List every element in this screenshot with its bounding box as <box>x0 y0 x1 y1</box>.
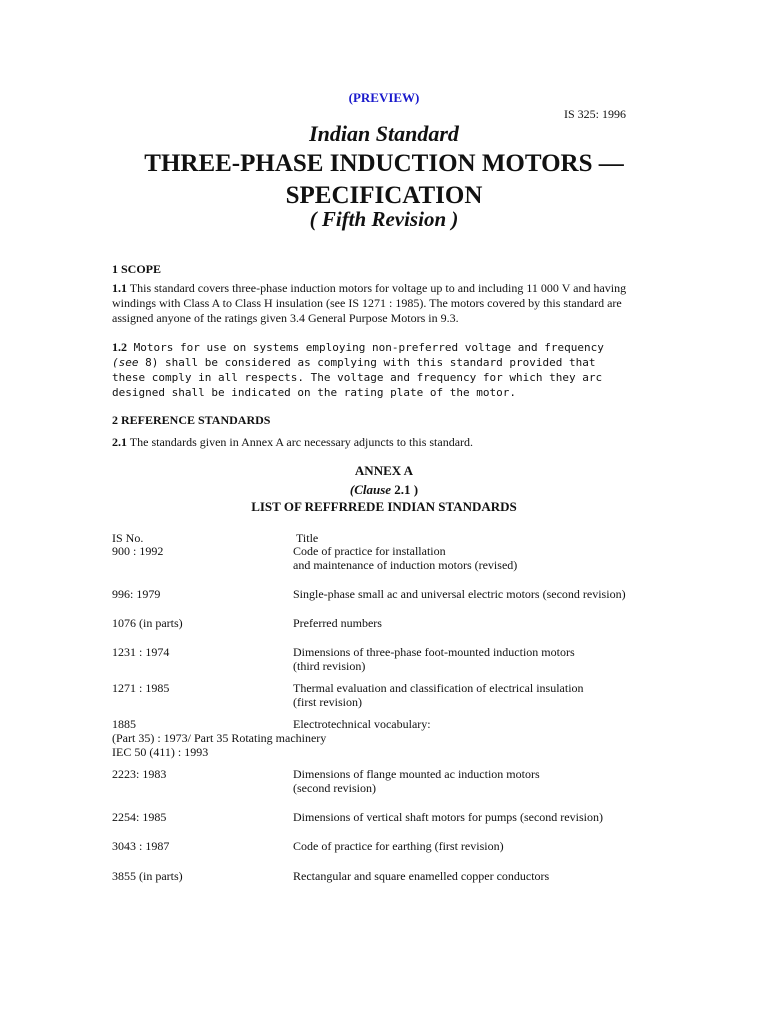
clause-close: ) <box>410 482 419 497</box>
standard-number: IS 325: 1996 <box>564 107 627 121</box>
standard-no: 1271 : 1985 <box>112 681 170 695</box>
standard-no: 2223: 1983 <box>112 767 167 781</box>
standard-title: Dimensions of flange mounted ac induction motors <box>293 767 540 781</box>
standard-no: 3855 (in parts) <box>112 869 183 883</box>
standard-title-cont: (third revision) <box>293 659 366 673</box>
paragraph-text: 8) shall be considered as complying with this standard provided that these comply in all respects. The voltage and frequency for which they arc designed shall be indicated on the rating plate of the motor. <box>112 356 603 399</box>
title-main-line2: SPECIFICATION <box>285 182 483 209</box>
clause-number: 2.1 <box>112 435 127 449</box>
standard-part: (Part 35) : 1973/ Part 35 Rotating machinery <box>112 731 327 745</box>
standard-title: Code of practice for installation <box>293 544 446 558</box>
standard-title: Dimensions of three-phase foot-mounted induction motors <box>293 645 575 659</box>
standard-no: 996: 1979 <box>112 587 161 601</box>
standard-no: 2254: 1985 <box>112 810 167 824</box>
paragraph-1-1 <box>112 281 642 326</box>
standard-no: 1885 <box>112 717 136 731</box>
title-indian-standard: Indian Standard <box>309 121 459 146</box>
standard-no: 3043 : 1987 <box>112 839 170 853</box>
paragraph-text: Motors for use on systems employing non-preferred voltage and frequency <box>127 341 604 354</box>
paragraph-text: This standard covers three-phase induction motors for voltage up to and including 11 000 V and having windings with Class A to Class H insulation (see IS 1271 : 1985). The motors covered by this standard are assigned anyone of the ratings given 3.4 General Purpose Motors in 9.3. <box>112 281 627 325</box>
annex-clause <box>0 482 768 498</box>
column-header-title: Title <box>296 531 319 545</box>
column-header-is-no: IS No. <box>112 531 144 545</box>
standard-title: Preferred numbers <box>293 616 382 630</box>
see-reference: (see <box>112 356 139 369</box>
standard-title: Dimensions of vertical shaft motors for pumps (second revision) <box>293 810 603 824</box>
title-revision: ( Fifth Revision ) <box>309 207 459 231</box>
paragraph-1-2 <box>112 340 632 400</box>
clause-number: 1.2 <box>112 340 127 354</box>
paragraph-text: The standards given in Annex A arc necessary adjuncts to this standard. <box>127 435 474 449</box>
clause-label: (Clause <box>349 482 395 497</box>
standard-no: 1076 (in parts) <box>112 616 183 630</box>
section-heading-references: 2 REFERENCE STANDARDS <box>112 413 271 427</box>
standard-title-cont: (first revision) <box>293 695 362 709</box>
standard-title: Rectangular and square enamelled copper conductors <box>293 869 550 883</box>
standard-no: 1231 : 1974 <box>112 645 170 659</box>
section-heading-scope: 1 SCOPE <box>112 262 162 276</box>
standard-title-cont: and maintenance of induction motors (revised) <box>293 558 518 572</box>
clause-number: 2.1 <box>394 482 411 497</box>
standard-iec: IEC 50 (411) : 1993 <box>112 745 209 759</box>
standard-no: 900 : 1992 <box>112 544 164 558</box>
standard-title: Thermal evaluation and classification of electrical insulation <box>293 681 584 695</box>
annex-title: ANNEX A <box>354 463 414 478</box>
preview-label: (PREVIEW) <box>348 90 420 105</box>
paragraph-2-1 <box>112 435 642 450</box>
annex-list-title: LIST OF REFFRREDE INDIAN STANDARDS <box>251 499 517 514</box>
title-main-line1: THREE-PHASE INDUCTION MOTORS — <box>144 150 624 177</box>
standard-title: Code of practice for earthing (first revision) <box>293 839 504 853</box>
standard-title: Electrotechnical vocabulary: <box>293 717 431 731</box>
standard-title-cont: (second revision) <box>293 781 376 795</box>
standard-title: Single-phase small ac and universal electric motors (second revision) <box>293 587 626 601</box>
clause-number: 1.1 <box>112 281 127 295</box>
